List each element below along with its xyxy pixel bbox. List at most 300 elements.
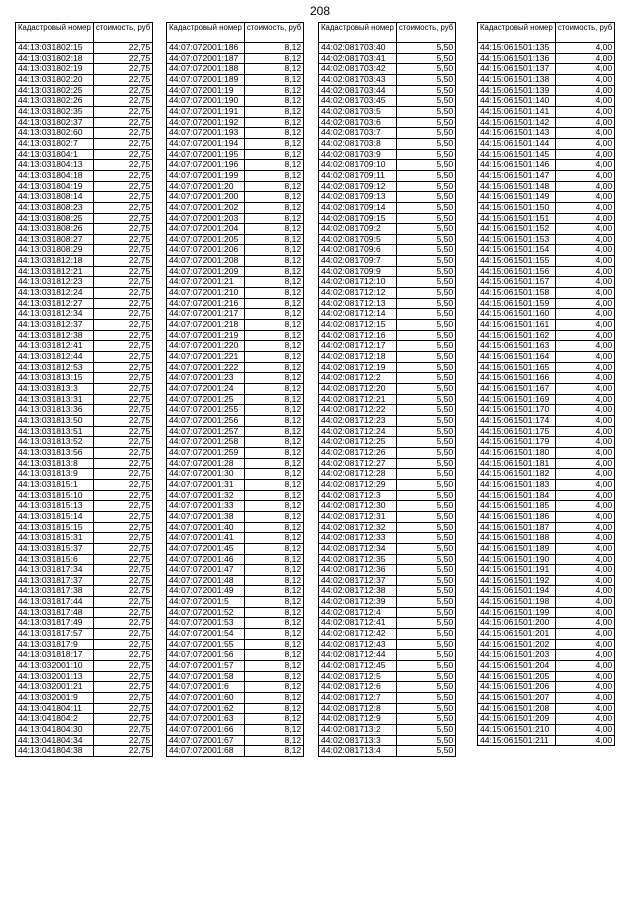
table-row xyxy=(16,405,153,416)
table-row xyxy=(16,490,153,501)
table-row xyxy=(478,511,615,522)
table-row xyxy=(478,106,615,117)
cadastral-number-cell: 44:02:081703:42 xyxy=(319,64,397,75)
cost-cell: 22,75 xyxy=(93,575,152,586)
table-row xyxy=(478,53,615,64)
cadastral-number-cell: 44:13:041804:30 xyxy=(16,725,94,736)
cadastral-number-cell: 44:02:081712:3 xyxy=(319,490,397,501)
cadastral-number-cell: 44:02:081712:16 xyxy=(319,330,397,341)
cadastral-number-cell: 44:07:072001:208 xyxy=(167,256,245,267)
cadastral-number-cell: 44:15:061501:155 xyxy=(478,256,556,267)
cost-cell: 4,00 xyxy=(555,384,614,395)
table-row xyxy=(478,320,615,331)
cost-cell: 22,75 xyxy=(93,352,152,363)
cost-cell: 4,00 xyxy=(555,53,614,64)
cost-cell: 5,50 xyxy=(396,533,455,544)
cadastral-number-cell: 44:13:031808:27 xyxy=(16,234,94,245)
table-row xyxy=(167,192,304,203)
cost-cell: 5,50 xyxy=(396,138,455,149)
cadastral-number-cell: 44:13:031802:35 xyxy=(16,106,94,117)
cadastral-number-cell: 44:02:081712:21 xyxy=(319,394,397,405)
cost-cell: 4,00 xyxy=(555,149,614,160)
table-row xyxy=(167,490,304,501)
cost-cell: 22,75 xyxy=(93,511,152,522)
table-row xyxy=(478,607,615,618)
table-row xyxy=(319,128,456,139)
cost-cell: 22,75 xyxy=(93,384,152,395)
cost-cell: 8,12 xyxy=(244,597,303,608)
cost-cell: 8,12 xyxy=(244,202,303,213)
table-row xyxy=(478,479,615,490)
table-row xyxy=(16,394,153,405)
cadastral-number-cell: 44:13:031815:10 xyxy=(16,490,94,501)
cadastral-number-cell: 44:02:081712:2 xyxy=(319,373,397,384)
table-row xyxy=(319,181,456,192)
cadastral-number-cell: 44:02:081712:5 xyxy=(319,671,397,682)
cost-cell: 22,75 xyxy=(93,533,152,544)
cadastral-number-cell: 44:15:061501:202 xyxy=(478,639,556,650)
cadastral-number-cell: 44:07:072001:255 xyxy=(167,405,245,416)
cost-cell: 8,12 xyxy=(244,192,303,203)
cadastral-number-cell: 44:02:081703:41 xyxy=(319,53,397,64)
cadastral-number-cell: 44:15:061501:192 xyxy=(478,575,556,586)
cost-cell: 22,75 xyxy=(93,618,152,629)
cost-cell: 8,12 xyxy=(244,309,303,320)
cost-cell: 22,75 xyxy=(93,330,152,341)
cost-cell: 5,50 xyxy=(396,607,455,618)
cadastral-number-cell: 44:07:072001:202 xyxy=(167,202,245,213)
table-row xyxy=(16,181,153,192)
cadastral-number-cell: 44:13:031808:29 xyxy=(16,245,94,256)
table-row xyxy=(16,511,153,522)
header-cost: стоимость, руб xyxy=(396,23,455,43)
cadastral-number-cell: 44:02:081712:23 xyxy=(319,415,397,426)
cost-cell: 4,00 xyxy=(555,607,614,618)
cadastral-number-cell: 44:07:072001:24 xyxy=(167,384,245,395)
table-row xyxy=(319,43,456,54)
cadastral-number-cell: 44:02:081703:40 xyxy=(319,43,397,54)
table-row xyxy=(478,170,615,181)
table-row xyxy=(319,96,456,107)
cost-cell: 22,75 xyxy=(93,266,152,277)
table-row xyxy=(319,458,456,469)
table-row xyxy=(319,447,456,458)
table-row xyxy=(16,373,153,384)
table-row xyxy=(319,543,456,554)
cadastral-number-cell: 44:15:061501:165 xyxy=(478,362,556,373)
table-row xyxy=(16,458,153,469)
cadastral-number-cell: 44:07:072001:40 xyxy=(167,522,245,533)
table-row xyxy=(319,607,456,618)
cost-cell: 5,50 xyxy=(396,64,455,75)
table-row xyxy=(16,661,153,672)
cost-cell: 22,75 xyxy=(93,106,152,117)
cost-cell: 5,50 xyxy=(396,43,455,54)
table-row xyxy=(167,661,304,672)
cadastral-number-cell: 44:13:031813:31 xyxy=(16,394,94,405)
cadastral-number-cell: 44:15:061501:183 xyxy=(478,479,556,490)
table-row xyxy=(167,138,304,149)
table-row xyxy=(478,234,615,245)
table-row xyxy=(16,639,153,650)
cost-cell: 5,50 xyxy=(396,320,455,331)
table-row xyxy=(478,415,615,426)
table-row xyxy=(478,597,615,608)
cost-cell: 22,75 xyxy=(93,362,152,373)
cost-cell: 4,00 xyxy=(555,565,614,576)
cadastral-number-cell: 44:07:072001:47 xyxy=(167,565,245,576)
cost-cell: 5,50 xyxy=(396,650,455,661)
table-row xyxy=(16,266,153,277)
cost-cell: 4,00 xyxy=(555,202,614,213)
table-row xyxy=(319,415,456,426)
table-row xyxy=(16,725,153,736)
cadastral-number-cell: 44:07:072001:32 xyxy=(167,490,245,501)
cadastral-number-cell: 44:15:061501:210 xyxy=(478,725,556,736)
cost-cell: 5,50 xyxy=(396,128,455,139)
cadastral-number-cell: 44:15:061501:164 xyxy=(478,352,556,363)
cost-cell: 4,00 xyxy=(555,64,614,75)
table-row xyxy=(167,384,304,395)
cadastral-number-cell: 44:13:031802:19 xyxy=(16,64,94,75)
cost-cell: 4,00 xyxy=(555,671,614,682)
cost-cell: 22,75 xyxy=(93,735,152,746)
cost-cell: 22,75 xyxy=(93,85,152,96)
cadastral-number-cell: 44:02:081703:45 xyxy=(319,96,397,107)
cost-cell: 5,50 xyxy=(396,714,455,725)
cost-cell: 8,12 xyxy=(244,53,303,64)
cadastral-number-cell: 44:02:081712:7 xyxy=(319,693,397,704)
cadastral-number-cell: 44:15:061501:186 xyxy=(478,511,556,522)
cost-cell: 8,12 xyxy=(244,266,303,277)
cost-cell: 4,00 xyxy=(555,533,614,544)
table-row xyxy=(16,298,153,309)
cost-cell: 5,50 xyxy=(396,682,455,693)
table-row xyxy=(167,352,304,363)
cost-cell: 8,12 xyxy=(244,362,303,373)
cadastral-number-cell: 44:15:061501:137 xyxy=(478,64,556,75)
cost-cell: 5,50 xyxy=(396,352,455,363)
cost-cell: 4,00 xyxy=(555,85,614,96)
cadastral-number-cell: 44:07:072001:60 xyxy=(167,693,245,704)
cost-cell: 4,00 xyxy=(555,362,614,373)
table-row xyxy=(167,53,304,64)
cost-cell: 22,75 xyxy=(93,565,152,576)
cadastral-number-cell: 44:15:061501:169 xyxy=(478,394,556,405)
cost-cell: 22,75 xyxy=(93,394,152,405)
table-row xyxy=(16,597,153,608)
table-row xyxy=(167,149,304,160)
cost-cell: 5,50 xyxy=(396,202,455,213)
table-row xyxy=(167,597,304,608)
cadastral-number-cell: 44:15:061501:136 xyxy=(478,53,556,64)
table-row xyxy=(319,405,456,416)
table-row xyxy=(167,639,304,650)
table-row xyxy=(16,650,153,661)
cost-cell: 5,50 xyxy=(396,693,455,704)
table-row xyxy=(319,586,456,597)
table-row xyxy=(167,160,304,171)
table-row xyxy=(16,469,153,480)
cost-cell: 4,00 xyxy=(555,618,614,629)
cost-cell: 22,75 xyxy=(93,53,152,64)
cost-cell: 8,12 xyxy=(244,447,303,458)
column-2 xyxy=(166,22,304,757)
cadastral-number-cell: 44:07:072001:23 xyxy=(167,373,245,384)
table-row xyxy=(319,245,456,256)
table-row xyxy=(478,522,615,533)
cadastral-number-cell: 44:07:072001:58 xyxy=(167,671,245,682)
cadastral-number-cell: 44:15:061501:209 xyxy=(478,714,556,725)
cadastral-number-cell: 44:02:081712:26 xyxy=(319,447,397,458)
page-number: 208 xyxy=(309,4,331,18)
table-row xyxy=(167,650,304,661)
table-row xyxy=(167,607,304,618)
cost-cell: 22,75 xyxy=(93,661,152,672)
cadastral-number-cell: 44:02:081712:24 xyxy=(319,426,397,437)
cost-cell: 4,00 xyxy=(555,96,614,107)
cost-cell: 8,12 xyxy=(244,415,303,426)
cost-cell: 4,00 xyxy=(555,479,614,490)
cost-cell: 22,75 xyxy=(93,128,152,139)
table-row xyxy=(16,543,153,554)
cadastral-number-cell: 44:13:031815:14 xyxy=(16,511,94,522)
cadastral-number-cell: 44:02:081709:14 xyxy=(319,202,397,213)
cost-cell: 8,12 xyxy=(244,373,303,384)
cost-cell: 5,50 xyxy=(396,330,455,341)
cost-cell: 8,12 xyxy=(244,384,303,395)
table-row xyxy=(167,394,304,405)
cost-cell: 8,12 xyxy=(244,522,303,533)
cadastral-number-cell: 44:15:061501:144 xyxy=(478,138,556,149)
cadastral-table xyxy=(318,22,456,757)
table-row xyxy=(319,501,456,512)
cost-cell: 8,12 xyxy=(244,618,303,629)
cadastral-number-cell: 44:15:061501:204 xyxy=(478,661,556,672)
cost-cell: 5,50 xyxy=(396,735,455,746)
cadastral-number-cell: 44:13:032001:21 xyxy=(16,682,94,693)
table-row xyxy=(167,341,304,352)
cost-cell: 22,75 xyxy=(93,277,152,288)
cost-cell: 22,75 xyxy=(93,74,152,85)
cadastral-number-cell: 44:15:061501:154 xyxy=(478,245,556,256)
cadastral-number-cell: 44:15:061501:161 xyxy=(478,320,556,331)
cadastral-number-cell: 44:07:072001:257 xyxy=(167,426,245,437)
cadastral-number-cell: 44:07:072001:192 xyxy=(167,117,245,128)
cadastral-number-cell: 44:07:072001:56 xyxy=(167,650,245,661)
table-row xyxy=(16,575,153,586)
cadastral-number-cell: 44:07:072001:52 xyxy=(167,607,245,618)
cadastral-number-cell: 44:15:061501:207 xyxy=(478,693,556,704)
table-row xyxy=(319,671,456,682)
cadastral-number-cell: 44:07:072001:28 xyxy=(167,458,245,469)
table-row xyxy=(16,352,153,363)
cost-cell: 22,75 xyxy=(93,607,152,618)
cadastral-number-cell: 44:15:061501:153 xyxy=(478,234,556,245)
cost-cell: 8,12 xyxy=(244,543,303,554)
cadastral-number-cell: 44:07:072001:205 xyxy=(167,234,245,245)
table-row xyxy=(167,565,304,576)
table-row xyxy=(16,447,153,458)
cadastral-number-cell: 44:07:072001:222 xyxy=(167,362,245,373)
cadastral-number-cell: 44:02:081712:38 xyxy=(319,586,397,597)
cost-cell: 4,00 xyxy=(555,341,614,352)
table-row xyxy=(167,277,304,288)
cadastral-number-cell: 44:13:031813:56 xyxy=(16,447,94,458)
cadastral-number-cell: 44:02:081712:6 xyxy=(319,682,397,693)
cadastral-number-cell: 44:02:081712:43 xyxy=(319,639,397,650)
cost-cell: 5,50 xyxy=(396,575,455,586)
table-row xyxy=(319,437,456,448)
cost-cell: 22,75 xyxy=(93,522,152,533)
table-row xyxy=(16,138,153,149)
table-row xyxy=(478,671,615,682)
table-row xyxy=(319,522,456,533)
table-row xyxy=(167,575,304,586)
table-row xyxy=(167,298,304,309)
cost-cell: 4,00 xyxy=(555,405,614,416)
cost-cell: 4,00 xyxy=(555,352,614,363)
table-row xyxy=(167,320,304,331)
table-row xyxy=(167,373,304,384)
cost-cell: 22,75 xyxy=(93,138,152,149)
cadastral-number-cell: 44:15:061501:166 xyxy=(478,373,556,384)
table-row xyxy=(319,373,456,384)
cost-cell: 5,50 xyxy=(396,394,455,405)
cadastral-number-cell: 44:02:081712:32 xyxy=(319,522,397,533)
cadastral-number-cell: 44:13:031804:1 xyxy=(16,149,94,160)
cadastral-number-cell: 44:15:061501:203 xyxy=(478,650,556,661)
cadastral-number-cell: 44:07:072001:200 xyxy=(167,192,245,203)
cost-cell: 22,75 xyxy=(93,426,152,437)
table-row xyxy=(167,426,304,437)
cost-cell: 5,50 xyxy=(396,554,455,565)
cost-cell: 8,12 xyxy=(244,256,303,267)
table-row xyxy=(167,234,304,245)
table-row xyxy=(319,64,456,75)
cadastral-number-cell: 44:02:081712:12 xyxy=(319,288,397,299)
table-row xyxy=(319,639,456,650)
cadastral-number-cell: 44:07:072001:6 xyxy=(167,682,245,693)
table-row xyxy=(478,341,615,352)
table-row xyxy=(167,437,304,448)
cost-cell: 8,12 xyxy=(244,703,303,714)
table-row xyxy=(478,469,615,480)
cadastral-number-cell: 44:02:081712:13 xyxy=(319,298,397,309)
cost-cell: 5,50 xyxy=(396,309,455,320)
cost-cell: 5,50 xyxy=(396,117,455,128)
cadastral-number-cell: 44:15:061501:181 xyxy=(478,458,556,469)
cost-cell: 22,75 xyxy=(93,543,152,554)
cadastral-number-cell: 44:15:061501:151 xyxy=(478,213,556,224)
cadastral-number-cell: 44:13:031802:15 xyxy=(16,43,94,54)
cadastral-number-cell: 44:02:081712:37 xyxy=(319,575,397,586)
cadastral-number-cell: 44:13:031812:53 xyxy=(16,362,94,373)
cost-cell: 8,12 xyxy=(244,479,303,490)
cadastral-number-cell: 44:07:072001:20 xyxy=(167,181,245,192)
table-row xyxy=(319,224,456,235)
table-row xyxy=(16,277,153,288)
cadastral-number-cell: 44:07:072001:220 xyxy=(167,341,245,352)
table-row xyxy=(319,565,456,576)
cadastral-number-cell: 44:15:061501:149 xyxy=(478,192,556,203)
cadastral-number-cell: 44:02:081712:15 xyxy=(319,320,397,331)
cadastral-number-cell: 44:02:081703:44 xyxy=(319,85,397,96)
cost-cell: 8,12 xyxy=(244,554,303,565)
table-row xyxy=(478,501,615,512)
cost-cell: 4,00 xyxy=(555,735,614,746)
table-header-row xyxy=(16,23,153,43)
cost-cell: 22,75 xyxy=(93,309,152,320)
cost-cell: 5,50 xyxy=(396,362,455,373)
table-row xyxy=(319,650,456,661)
cadastral-number-cell: 44:07:072001:258 xyxy=(167,437,245,448)
cost-cell: 4,00 xyxy=(555,320,614,331)
header-cadastral-number: Кадастровый номер xyxy=(319,23,397,43)
table-row xyxy=(478,309,615,320)
cadastral-number-cell: 44:02:081712:36 xyxy=(319,565,397,576)
cost-cell: 5,50 xyxy=(396,160,455,171)
cadastral-number-cell: 44:15:061501:160 xyxy=(478,309,556,320)
table-row xyxy=(319,575,456,586)
cost-cell: 22,75 xyxy=(93,170,152,181)
table-row xyxy=(16,309,153,320)
table-row xyxy=(478,298,615,309)
table-row xyxy=(319,682,456,693)
table-row xyxy=(478,629,615,640)
cadastral-number-cell: 44:07:072001:21 xyxy=(167,277,245,288)
table-row xyxy=(478,437,615,448)
cadastral-number-cell: 44:15:061501:170 xyxy=(478,405,556,416)
cost-cell: 5,50 xyxy=(396,543,455,554)
table-row xyxy=(319,277,456,288)
table-row xyxy=(167,117,304,128)
cadastral-number-cell: 44:02:081712:20 xyxy=(319,384,397,395)
cadastral-number-cell: 44:13:031804:19 xyxy=(16,181,94,192)
table-row xyxy=(16,522,153,533)
table-row xyxy=(478,703,615,714)
table-row xyxy=(167,714,304,725)
cadastral-number-cell: 44:02:081712:28 xyxy=(319,469,397,480)
cost-cell: 4,00 xyxy=(555,256,614,267)
table-row xyxy=(319,256,456,267)
cost-cell: 8,12 xyxy=(244,298,303,309)
cost-cell: 22,75 xyxy=(93,693,152,704)
cadastral-number-cell: 44:07:072001:46 xyxy=(167,554,245,565)
table-row xyxy=(319,554,456,565)
cost-cell: 4,00 xyxy=(555,629,614,640)
table-row xyxy=(16,362,153,373)
cost-cell: 4,00 xyxy=(555,192,614,203)
cadastral-number-cell: 44:13:031817:9 xyxy=(16,639,94,650)
table-row xyxy=(478,362,615,373)
cost-cell: 8,12 xyxy=(244,128,303,139)
table-row xyxy=(167,522,304,533)
cost-cell: 22,75 xyxy=(93,160,152,171)
cost-cell: 4,00 xyxy=(555,458,614,469)
table-row xyxy=(478,43,615,54)
table-row xyxy=(16,192,153,203)
cadastral-number-cell: 44:07:072001:33 xyxy=(167,501,245,512)
table-row xyxy=(16,426,153,437)
cadastral-number-cell: 44:02:081712:4 xyxy=(319,607,397,618)
table-row xyxy=(478,352,615,363)
cadastral-number-cell: 44:07:072001:25 xyxy=(167,394,245,405)
cost-cell: 22,75 xyxy=(93,320,152,331)
table-row xyxy=(478,149,615,160)
cadastral-number-cell: 44:02:081709:11 xyxy=(319,170,397,181)
cadastral-number-cell: 44:13:031812:44 xyxy=(16,352,94,363)
